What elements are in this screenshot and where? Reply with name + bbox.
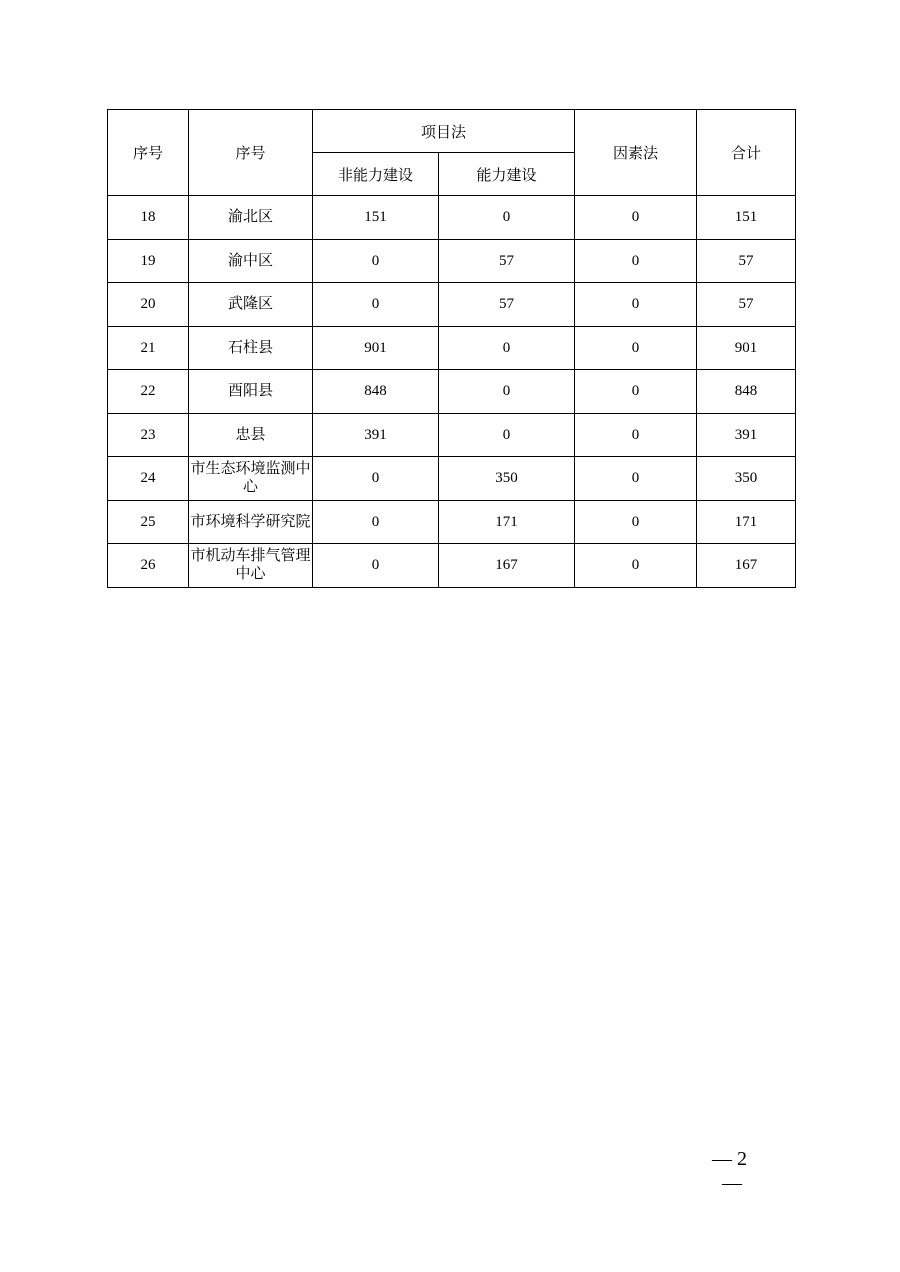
cell-unit-name: 武隆区 [189,283,313,327]
cell-unit-name: 渝北区 [189,196,313,240]
cell-capacity: 350 [439,457,575,501]
cell-non-capacity: 0 [313,239,439,283]
cell-factor: 0 [575,239,697,283]
cell-total: 171 [697,500,796,544]
cell-non-capacity: 0 [313,500,439,544]
header-unit: 序号 [189,110,313,196]
cell-unit-name: 渝中区 [189,239,313,283]
table-row [108,326,796,370]
cell-total: 901 [697,326,796,370]
cell-capacity: 167 [439,544,575,588]
cell-total: 57 [697,239,796,283]
table-header [108,110,796,196]
cell-factor: 0 [575,370,697,414]
cell-factor: 0 [575,196,697,240]
header-total: 合计 [697,110,796,196]
header-project-method: 项目法 [313,110,575,153]
cell-total: 57 [697,283,796,327]
header-non-capacity: 非能力建设 [313,153,439,196]
page-number [712,1147,747,1195]
cell-serial: 21 [108,326,189,370]
page-number-top: — 2 [712,1148,747,1170]
table-row [108,239,796,283]
cell-non-capacity: 848 [313,370,439,414]
cell-capacity: 57 [439,239,575,283]
cell-serial: 20 [108,283,189,327]
table-row [108,500,796,544]
cell-factor: 0 [575,283,697,327]
cell-unit-name: 市环境科学研究院 [189,500,313,544]
cell-non-capacity: 0 [313,544,439,588]
cell-total: 350 [697,457,796,501]
cell-serial: 23 [108,413,189,457]
cell-serial: 26 [108,544,189,588]
cell-capacity: 57 [439,283,575,327]
cell-non-capacity: 151 [313,196,439,240]
table-row [108,283,796,327]
cell-factor: 0 [575,544,697,588]
table-row [108,370,796,414]
cell-capacity: 171 [439,500,575,544]
cell-factor: 0 [575,457,697,501]
cell-non-capacity: 901 [313,326,439,370]
cell-unit-name: 忠县 [189,413,313,457]
cell-factor: 0 [575,500,697,544]
header-serial: 序号 [108,110,189,196]
table-row [108,413,796,457]
cell-non-capacity: 391 [313,413,439,457]
cell-total: 151 [697,196,796,240]
cell-unit-name: 市机动车排气管理中心 [189,544,313,588]
cell-unit-name: 石柱县 [189,326,313,370]
cell-unit-name: 酉阳县 [189,370,313,414]
cell-capacity: 0 [439,196,575,240]
table-row [108,544,796,588]
cell-total: 391 [697,413,796,457]
cell-total: 167 [697,544,796,588]
cell-serial: 25 [108,500,189,544]
cell-serial: 24 [108,457,189,501]
funding-table [107,109,796,588]
cell-serial: 19 [108,239,189,283]
cell-capacity: 0 [439,326,575,370]
table-row [108,457,796,501]
cell-factor: 0 [575,326,697,370]
cell-non-capacity: 0 [313,457,439,501]
cell-serial: 18 [108,196,189,240]
cell-total: 848 [697,370,796,414]
table-body [108,196,796,588]
cell-capacity: 0 [439,413,575,457]
cell-serial: 22 [108,370,189,414]
table-row [108,196,796,240]
cell-capacity: 0 [439,370,575,414]
cell-non-capacity: 0 [313,283,439,327]
header-factor-method: 因素法 [575,110,697,196]
header-capacity: 能力建设 [439,153,575,196]
cell-factor: 0 [575,413,697,457]
cell-unit-name: 市生态环境监测中心 [189,457,313,501]
page-number-bottom: — [722,1172,742,1194]
